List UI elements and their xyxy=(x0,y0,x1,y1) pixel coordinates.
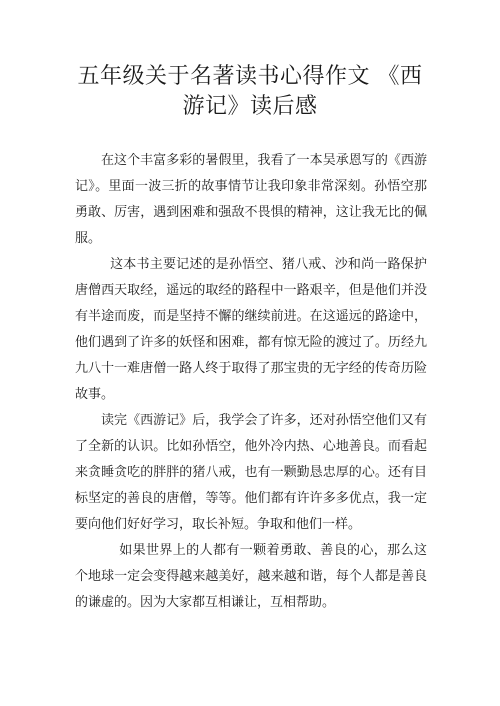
document-body xyxy=(75,148,427,616)
paragraph-4: 如果世界上的人都有一颗着勇敢、善良的心，那么这个地球一定会变得越来越美好，越来越和谐，每个人都是善良的谦虚的。因为大家都互相谦让，互相帮助。 xyxy=(75,543,427,610)
document-title: 五年级关于名著读书心得作文 《西游记》读后感 xyxy=(77,64,423,119)
paragraph-2: 这本书主要记述的是孙悟空、猪八戒、沙和尚一路保护唐僧西天取经，遥远的取经的路程中一路艰辛，但是他们并没有半途而废，而是坚持不懈的继续前进。在这遥远的路途中，他们遇到了许多的妖怪和困难，都有惊无险的渡过了。历经九九八十一难唐僧一路人终于取得了那宝贵的无字经的传奇历险故事。 xyxy=(75,257,427,402)
paragraph-3: 读完《西游记》后，我学会了许多，还对孙悟空他们又有了全新的认识。比如孙悟空，他外冷内热、心地善良。而看起来贪睡贪吃的胖胖的猪八戒，也有一颗勤恳忠厚的心。还有目标坚定的善良的唐僧，等等。他们都有许许多多优点，我一定要向他们好好学习，取长补短。争取和他们一样。 xyxy=(75,413,427,532)
paragraph-1: 在这个丰富多彩的暑假里，我看了一本吴承恩写的《西游记》。里面一波三折的故事情节让我印象非常深刻。孙悟空那勇敢、厉害，遇到困难和强敌不畏惧的精神，这让我无比的佩服。 xyxy=(75,153,427,246)
